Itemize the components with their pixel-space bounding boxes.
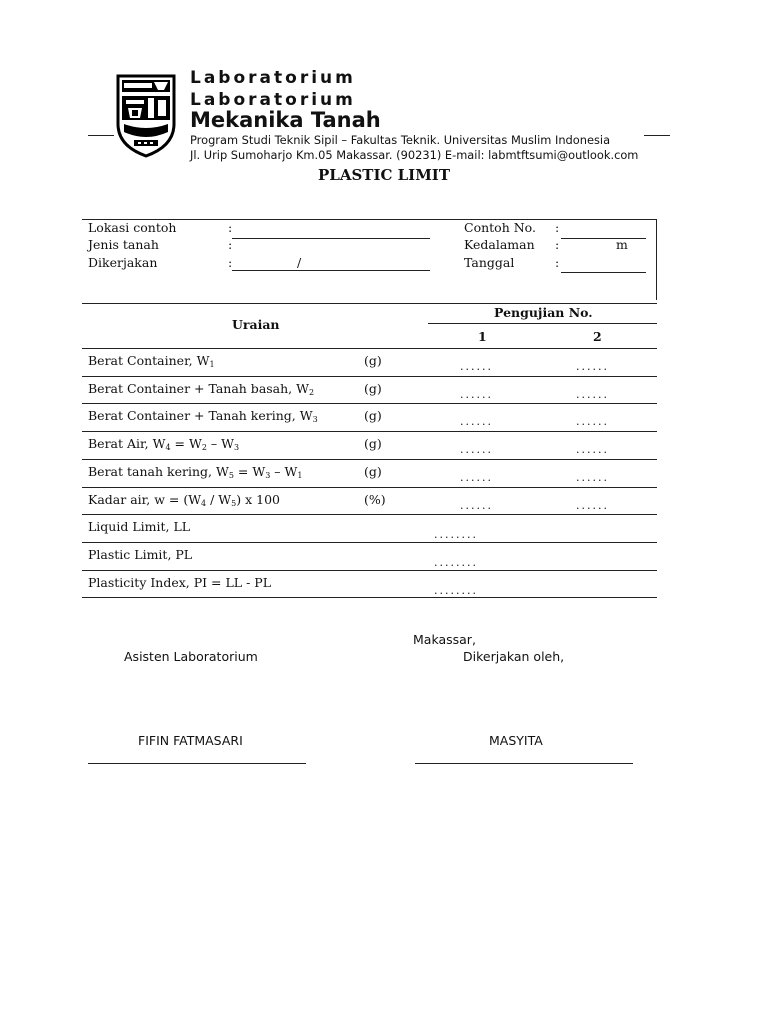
row-unit: (g) [364,463,382,479]
table-top-border [82,303,657,304]
tanggal-field[interactable] [561,272,646,273]
header-rule-right [644,135,670,136]
row-label [88,381,314,397]
contoh-label: Contoh No. [464,220,536,235]
row-label [88,492,280,508]
row-value-1: ...... [460,360,493,373]
row-label-subscript: 4 [201,498,207,508]
row-value-1: ...... [460,498,493,512]
row-value-1: ...... [460,415,493,429]
info-box-right-border [656,219,657,300]
table-row-border [82,514,657,515]
row-label-subscript: 1 [209,360,215,369]
row-label [88,436,239,452]
row-label-subscript: 1 [297,470,303,480]
page-title: PLASTIC LIMIT [318,166,450,184]
tanggal-label: Tanggal [464,255,515,270]
table-row-border [82,570,657,571]
lab-address-line2: Jl. Urip Sumoharjo Km.05 Makassar. (90231) E-mail: labmtftsumi@outlook.com [190,148,639,162]
row-label [88,464,302,480]
row-value-1: ...... [460,387,493,401]
jenis-field[interactable] [232,238,430,239]
row-label-text: / W [206,491,232,507]
row-value-2: ...... [576,470,609,484]
lab-address-line1: Program Studi Teknik Sipil – Fakultas Teknik. Universitas Muslim Indonesia [190,133,611,147]
table-row-border [82,459,657,460]
lab-title-main: Mekanika Tanah [190,108,381,132]
row-label-subscript: 3 [312,415,318,425]
signature-city: Makassar, [413,632,476,647]
table-row-border [82,403,657,404]
worker-name: MASYITA [489,733,543,748]
row-label-text: Berat Container + Tanah kering, W [88,408,313,424]
row-unit: (g) [364,408,382,424]
tanggal-colon: : [555,255,560,270]
lokasi-label: Lokasi contoh [88,220,177,235]
summary-value: ........ [434,555,478,569]
pengujian-header: Pengujian No. [494,305,593,320]
row-label-text: – W [206,436,234,452]
row-label-text: – W [270,463,298,479]
asisten-name: FIFIN FATMASARI [138,733,243,748]
row-label-subscript: 3 [265,470,271,480]
summary-label: Liquid Limit, LL [88,519,191,535]
row-label [88,408,318,424]
row-unit: (g) [364,436,382,452]
dikerjakan-separator: / [297,255,302,270]
row-value-2: ...... [576,387,609,401]
row-label-text: = W [170,436,202,452]
row-label-subscript: 2 [308,387,315,397]
row-unit: (g) [364,353,382,368]
column-1-header: 1 [478,329,487,344]
row-label-subscript: 4 [165,443,171,453]
row-label-subscript: 5 [231,498,237,508]
dikerjakan-colon: : [228,255,233,270]
row-value-2: ...... [576,415,609,429]
row-label-text: ) x 100 [236,491,280,507]
row-label-subscript: 5 [228,470,234,480]
row-label-text: Berat tanah kering, W [88,463,229,479]
lab-title-line2: Laboratorium [190,90,356,110]
row-value-1: ...... [460,443,493,457]
summary-value: ........ [434,528,478,542]
table-row-border [82,597,657,598]
row-unit: (g) [364,380,382,396]
summary-label: Plastic Limit, PL [88,546,193,562]
row-label-text: Berat Container, W [88,353,210,368]
header-rule-left [88,135,114,136]
summary-label: Plasticity Index, PI = LL - PL [88,574,271,590]
row-label-subscript: 2 [201,443,207,453]
worker-signature-line [415,763,633,764]
row-label [88,353,215,369]
row-label-text: = W [233,463,266,479]
kedalaman-colon: : [555,237,560,252]
summary-value: ........ [434,583,478,597]
lab-title-line1: Laboratorium [190,68,356,88]
table-row-border [82,542,657,543]
uraian-header: Uraian [232,317,280,332]
row-label-subscript: 3 [233,443,240,453]
dikerjakan-label: Dikerjakan [88,255,158,270]
dikerjakan-oleh-label: Dikerjakan oleh, [463,649,565,664]
university-seal-icon [114,70,178,158]
dikerjakan-field[interactable] [232,270,430,271]
row-label-text: Berat Air, W [88,436,166,452]
table-row-border [82,487,657,488]
asisten-label: Asisten Laboratorium [124,649,258,664]
row-value-2: ...... [576,498,609,512]
row-label-text: Kadar air, w = (W [88,491,202,507]
kedalaman-unit: m [616,237,628,252]
kedalaman-field[interactable] [561,238,646,239]
row-value-2: ...... [576,443,609,457]
table-header-bottom-border [82,348,657,349]
asisten-signature-line [88,763,306,764]
table-row-border [82,376,657,377]
row-unit: (%) [364,491,386,507]
lokasi-colon: : [228,220,233,235]
pengujian-header-rule [428,323,657,324]
table-row-border [82,431,657,432]
row-value-1: ...... [460,470,493,484]
column-2-header: 2 [593,329,602,344]
row-label-text: Berat Container + Tanah basah, W [88,380,309,396]
row-value-2: ...... [576,360,609,373]
kedalaman-label: Kedalaman [464,237,535,252]
jenis-label: Jenis tanah [88,237,159,252]
jenis-colon: : [228,237,233,252]
contoh-colon: : [555,220,560,235]
